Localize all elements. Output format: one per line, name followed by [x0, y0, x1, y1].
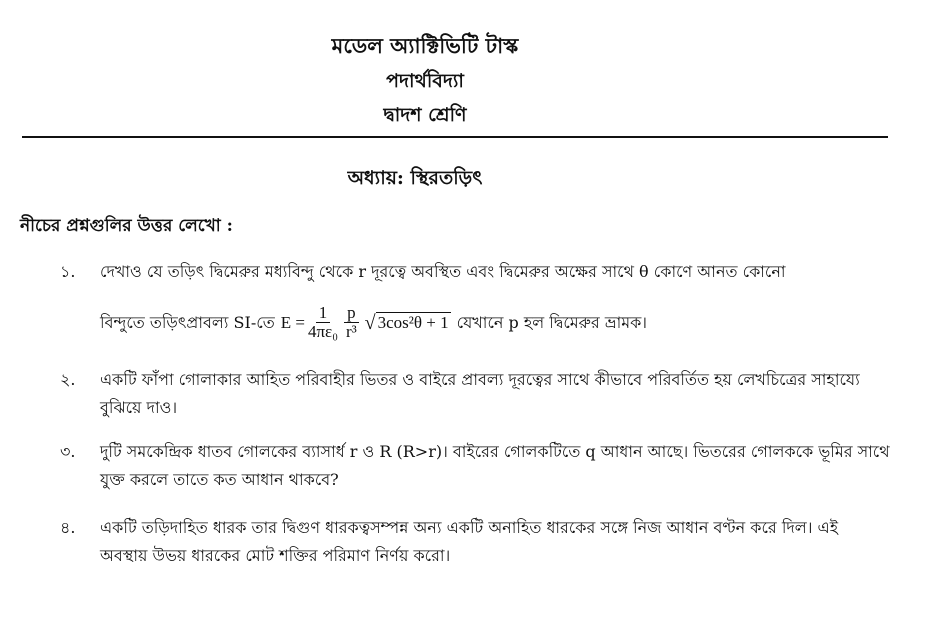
question-number: ৪.	[60, 518, 76, 537]
question-text: দেখাও যে তড়িৎ দ্বিমেরুর মধ্যবিন্দু থেকে r দূরত্বে অবস্থিত এবং দ্বিমেরুর অক্ষের সাথে θ কোণে আনত কোনো	[100, 262, 786, 281]
field-formula	[281, 304, 451, 341]
question-number: ২.	[60, 370, 76, 389]
formula-square-root	[365, 312, 451, 333]
formula-radicand: 3cos²θ + 1	[377, 313, 449, 332]
subject-name: পদার্থবিদ্যা	[386, 70, 464, 92]
formula-numerator: p	[344, 304, 359, 323]
formula-denominator: 4πε₀	[307, 322, 339, 341]
question-text: দুটি সমকেন্দ্রিক ধাতব গোলকের ব্যাসার্ধ r ও R (R>r)। বাইরের গোলকটিতে q আধান আছে। ভিতরের গোলককে ভূমির সাথে যুক্ত করলে তাতে কত আধান থাকবে?	[100, 442, 890, 489]
question-3	[60, 438, 890, 494]
instruction-text: নীচের প্রশ্নগুলির উত্তর লেখো :	[20, 216, 233, 236]
formula-fraction-dipole	[344, 304, 359, 341]
question-number: ১.	[60, 262, 76, 281]
question-1	[60, 258, 890, 341]
formula-denominator: r³	[345, 322, 357, 341]
class-name: দ্বাদশ শ্রেণি	[383, 104, 467, 126]
formula-fraction-constant	[308, 304, 338, 341]
question-text: একটি তড়িদাহিত ধারক তার দ্বিগুণ ধারকত্বসম্পন্ন অন্য একটি অনাহিত ধারকের সঙ্গে নিজ আধান বণ্টন করে দিল। এই অবস্থায় উভয় ধারকের মোট শক্তির পরিমাণ নির্ণয় করো।	[100, 518, 839, 565]
chapter-heading: অধ্যায়: স্থিরতড়িৎ	[347, 167, 483, 189]
document-header	[0, 28, 950, 132]
question-4	[60, 514, 890, 570]
radical-sign-icon: √	[364, 312, 376, 334]
document-title: মডেল অ্যাক্টিভিটি টাস্ক	[331, 33, 519, 58]
header-divider	[22, 136, 888, 138]
question-2	[60, 366, 890, 422]
formula-numerator: 1	[316, 304, 331, 323]
question-text-part: যেখানে p হল দ্বিমেরুর ভ্রামক।	[456, 312, 648, 332]
question-number: ৩.	[60, 442, 76, 461]
question-text: একটি ফাঁপা গোলাকার আহিত পরিবাহীর ভিতর ও বাইরে প্রাবল্য দূরত্বের সাথে কীভাবে পরিবর্তিত হয় লেখচিত্রের সাহায্যে বুঝিয়ে দাও।	[100, 370, 860, 417]
formula-lhs: E =	[280, 312, 305, 332]
question-text-part: বিন্দুতে তড়িৎপ্রাবল্য SI-তে	[100, 312, 275, 332]
